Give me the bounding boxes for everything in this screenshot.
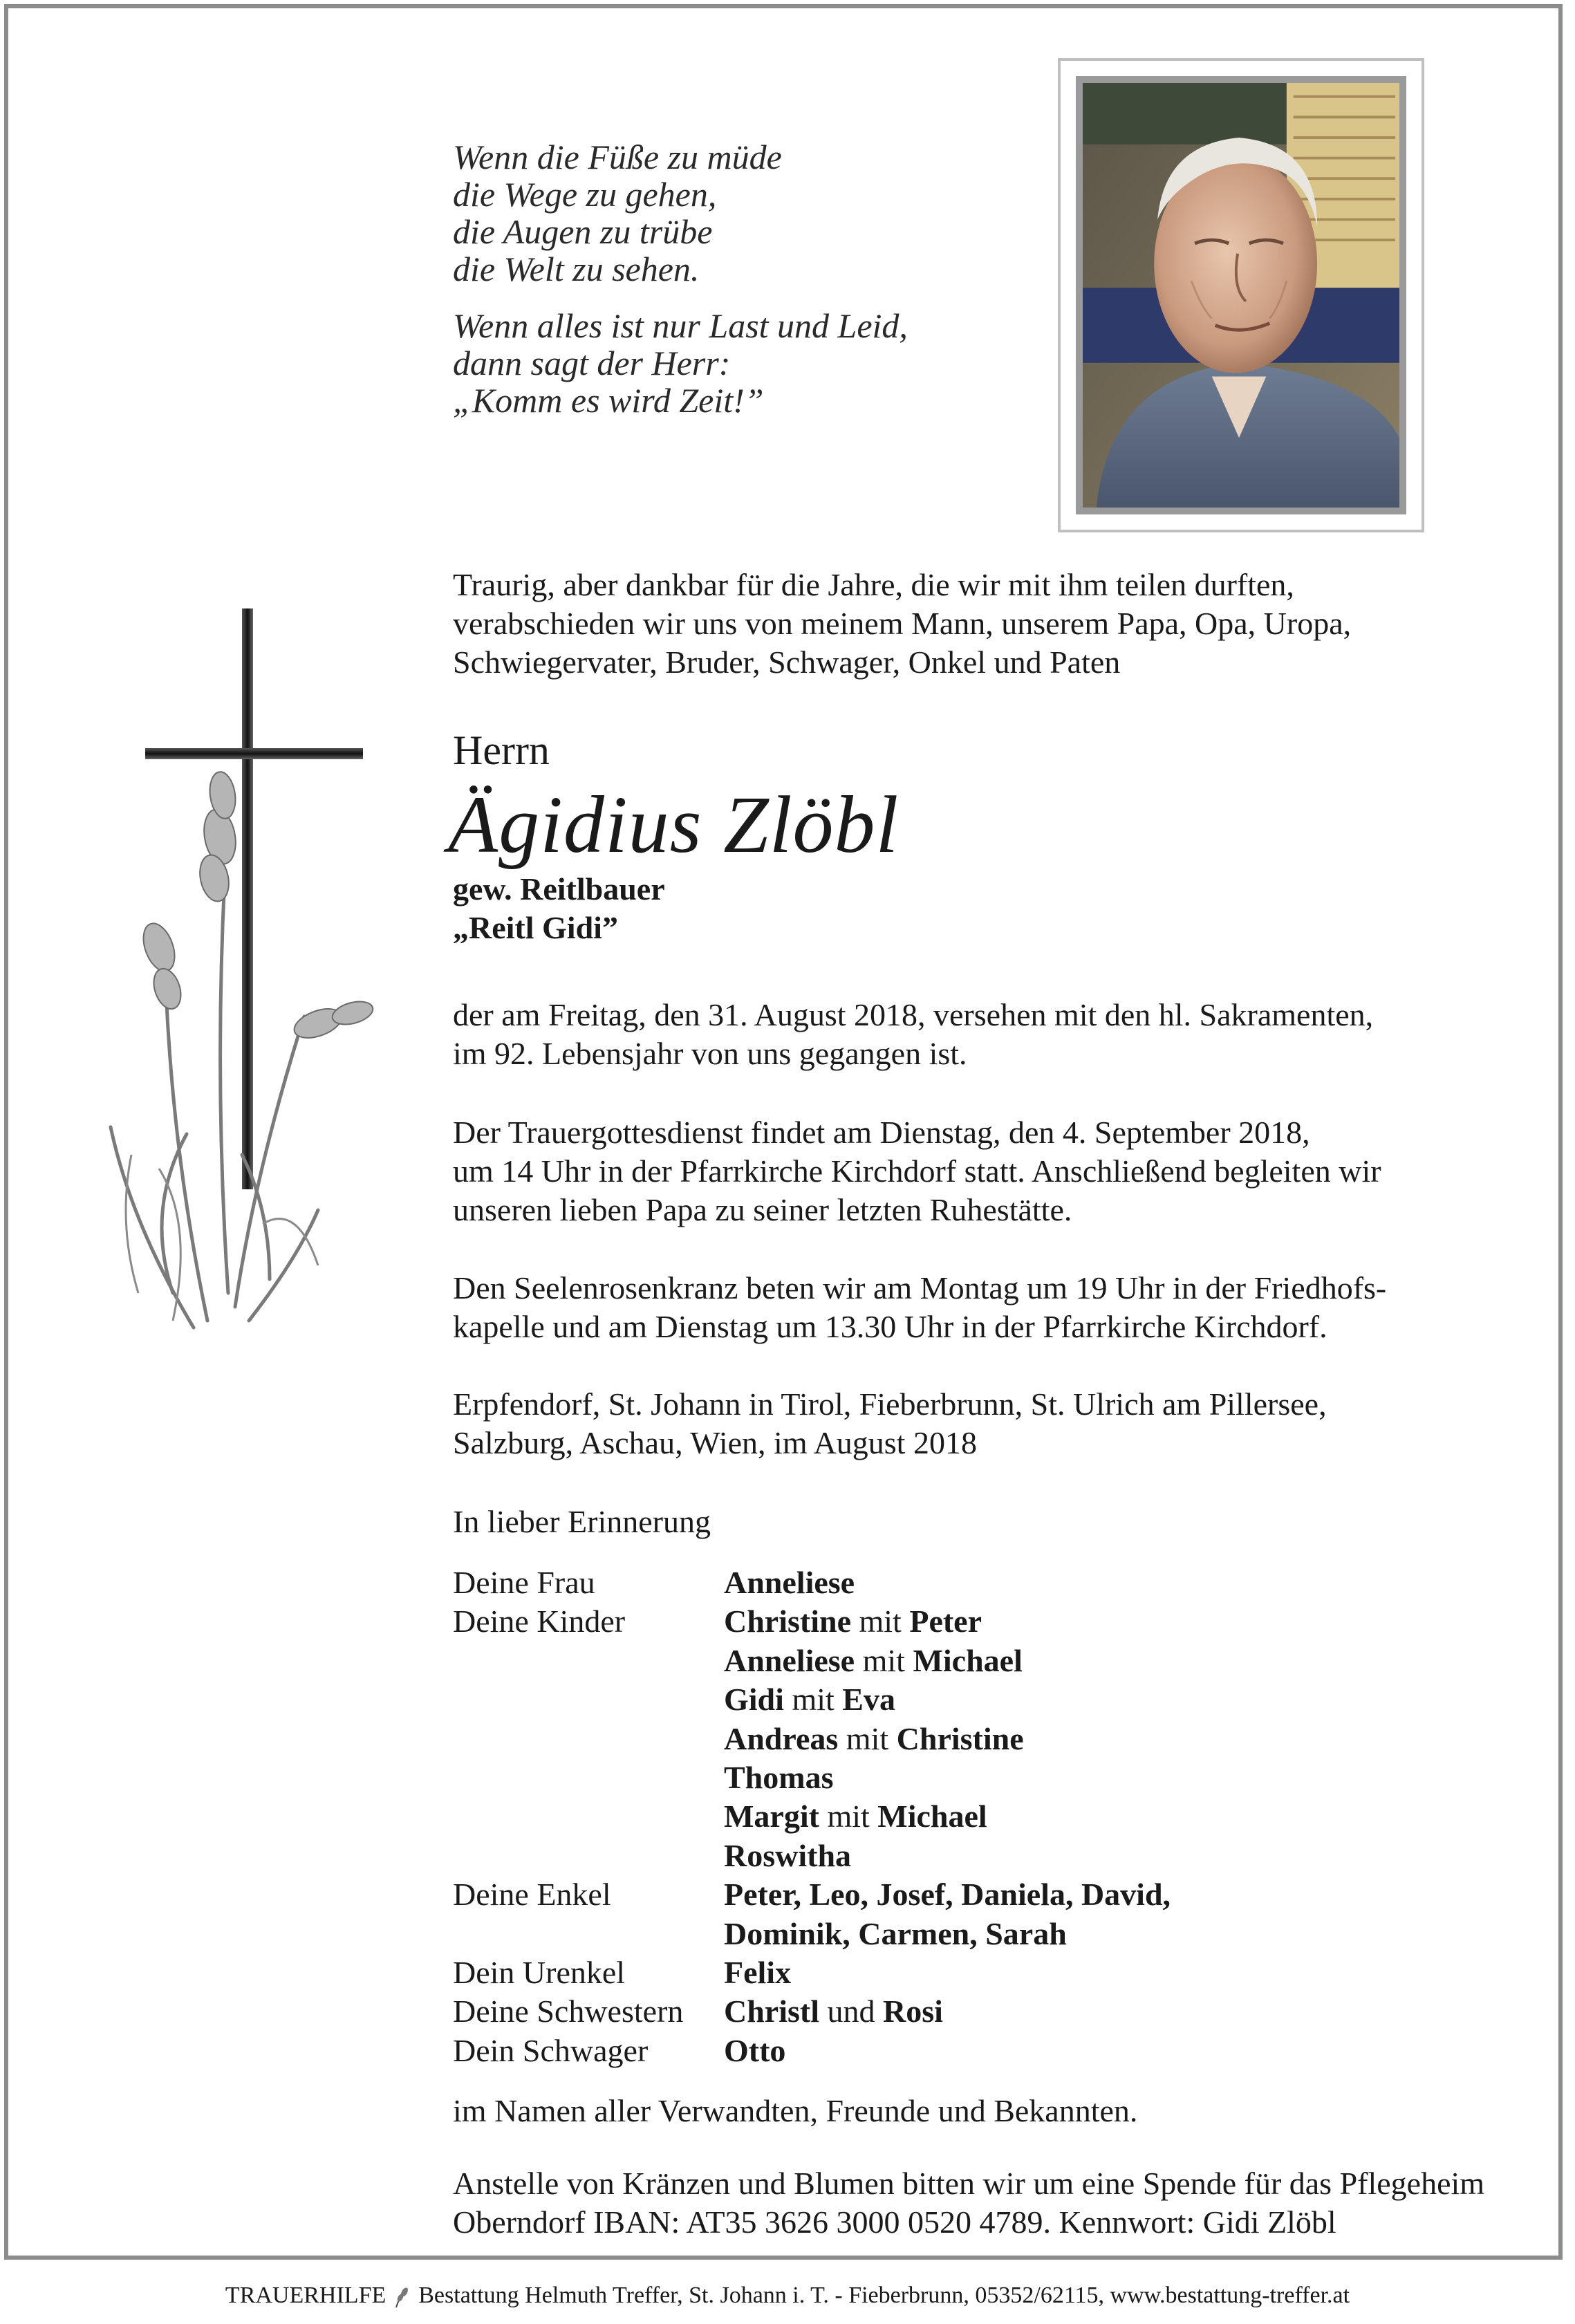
portrait-frame	[1058, 58, 1424, 532]
poem	[453, 138, 908, 419]
family-row-children	[453, 1602, 1171, 1875]
family-row-great-grandchild	[453, 1953, 1171, 1992]
footer	[0, 2282, 1575, 2309]
child-entry: Christine mit Peter	[724, 1603, 982, 1639]
service-line: unseren lieben Papa zu seiner letzten Ruhestätte.	[453, 1192, 1072, 1227]
rosary-line: kapelle und am Dienstag um 13.30 Uhr in der Pfarrkirche Kirchdorf.	[453, 1309, 1327, 1344]
family-name: Anneliese	[724, 1565, 855, 1600]
passing-line: der am Freitag, den 31. August 2018, versehen mit den hl. Sakramenten,	[453, 997, 1374, 1032]
rosary-text	[453, 1269, 1386, 1346]
occupation-line: gew. Reitlbauer	[453, 871, 665, 907]
poem-line: die Wege zu gehen,	[453, 175, 717, 214]
family-row-wife	[453, 1563, 1171, 1602]
donation-line: Oberndorf IBAN: AT35 3626 3000 0520 4789. Kennwort: Gidi Zlöbl	[453, 2204, 1336, 2240]
poem-stanza-2	[453, 307, 908, 419]
footer-brand: TRAUERHILFE	[225, 2283, 386, 2308]
poem-line: dann sagt der Herr:	[453, 344, 731, 382]
places-line: Erpfendorf, St. Johann in Tirol, Fieberbrunn, St. Ulrich am Pillersee,	[453, 1386, 1327, 1422]
child-entry: Gidi mit Eva	[724, 1682, 895, 1718]
relation-label: Dein Schwager	[453, 2032, 649, 2068]
memory-heading: In lieber Erinnerung	[453, 1504, 711, 1539]
poem-line: „Komm es wird Zeit!”	[453, 381, 764, 420]
relation-label: Deine Kinder	[453, 1603, 626, 1639]
family-list	[453, 1563, 1171, 2070]
wheat-leaf-icon	[392, 2285, 413, 2309]
intro-text	[453, 566, 1351, 682]
child-entry: Roswitha	[724, 1837, 852, 1873]
family-name: Felix	[724, 1955, 792, 1991]
intro-line: verabschieden wir uns von meinem Mann, unserem Papa, Opa, Uropa,	[453, 606, 1352, 641]
donation-text	[453, 2164, 1484, 2242]
cross-with-wheat-icon	[90, 602, 394, 1335]
footer-details: Bestattung Helmuth Treffer, St. Johann i. T. - Fieberbrunn, 05352/62115, www.bestattung-treffer.at	[418, 2283, 1350, 2308]
passing-line: im 92. Lebensjahr von uns gegangen ist.	[453, 1036, 967, 1071]
nickname-line: „Reitl Gidi”	[453, 910, 618, 945]
family-row-grandchildren	[453, 1875, 1171, 1953]
intro-line: Traurig, aber dankbar für die Jahre, die wir mit ihm teilen durften,	[453, 567, 1294, 602]
salutation: Herrn	[453, 727, 550, 773]
poem-line: Wenn die Füße zu müde	[453, 138, 782, 176]
poem-line: die Welt zu sehen.	[453, 250, 700, 288]
intro-line: Schwiegervater, Bruder, Schwager, Onkel und Paten	[453, 644, 1121, 680]
donation-line: Anstelle von Kränzen und Blumen bitten wir um eine Spende für das Pflegeheim	[453, 2166, 1485, 2201]
deceased-name: Ägidius Zlöbl	[448, 779, 900, 870]
child-entry: Anneliese mit Michael	[724, 1642, 1023, 1678]
funeral-service-text	[453, 1113, 1381, 1229]
poem-line: Wenn alles ist nur Last und Leid,	[453, 306, 908, 345]
passing-text	[453, 996, 1373, 1073]
places-line: Salzburg, Aschau, Wien, im August 2018	[453, 1425, 977, 1460]
relatives-text: im Namen aller Verwandten, Freunde und Bekannten.	[453, 2093, 1138, 2128]
places-text	[453, 1385, 1327, 1462]
poem-stanza-1	[453, 138, 908, 288]
deceased-occupation	[453, 870, 665, 947]
child-entry: Andreas mit Christine	[724, 1720, 1024, 1756]
poem-line: die Augen zu trübe	[453, 212, 713, 251]
relation-label: Deine Frau	[453, 1565, 595, 1600]
child-entry: Margit mit Michael	[724, 1798, 987, 1834]
family-name: Dominik, Carmen, Sarah	[724, 1915, 1067, 1951]
family-row-brother-in-law	[453, 2032, 1171, 2070]
portrait-photo	[1076, 76, 1406, 514]
relation-label: Deine Schwestern	[453, 1993, 684, 2029]
family-row-sisters	[453, 1992, 1171, 2031]
child-entry: Thomas	[724, 1760, 834, 1796]
rosary-line: Den Seelenrosenkranz beten wir am Montag um 19 Uhr in der Friedhofs-	[453, 1270, 1387, 1305]
service-line: um 14 Uhr in der Pfarrkirche Kirchdorf statt. Anschließend begleiten wir	[453, 1153, 1381, 1189]
relation-label: Dein Urenkel	[453, 1955, 626, 1991]
portrait-image	[1083, 83, 1399, 508]
relation-label: Deine Enkel	[453, 1877, 611, 1913]
service-line: Der Trauergottesdienst findet am Dienstag, den 4. September 2018,	[453, 1115, 1310, 1150]
family-name: Christl und Rosi	[724, 1993, 943, 2029]
family-name: Peter, Leo, Josef, Daniela, David,	[724, 1877, 1171, 1913]
family-name: Otto	[724, 2032, 786, 2068]
